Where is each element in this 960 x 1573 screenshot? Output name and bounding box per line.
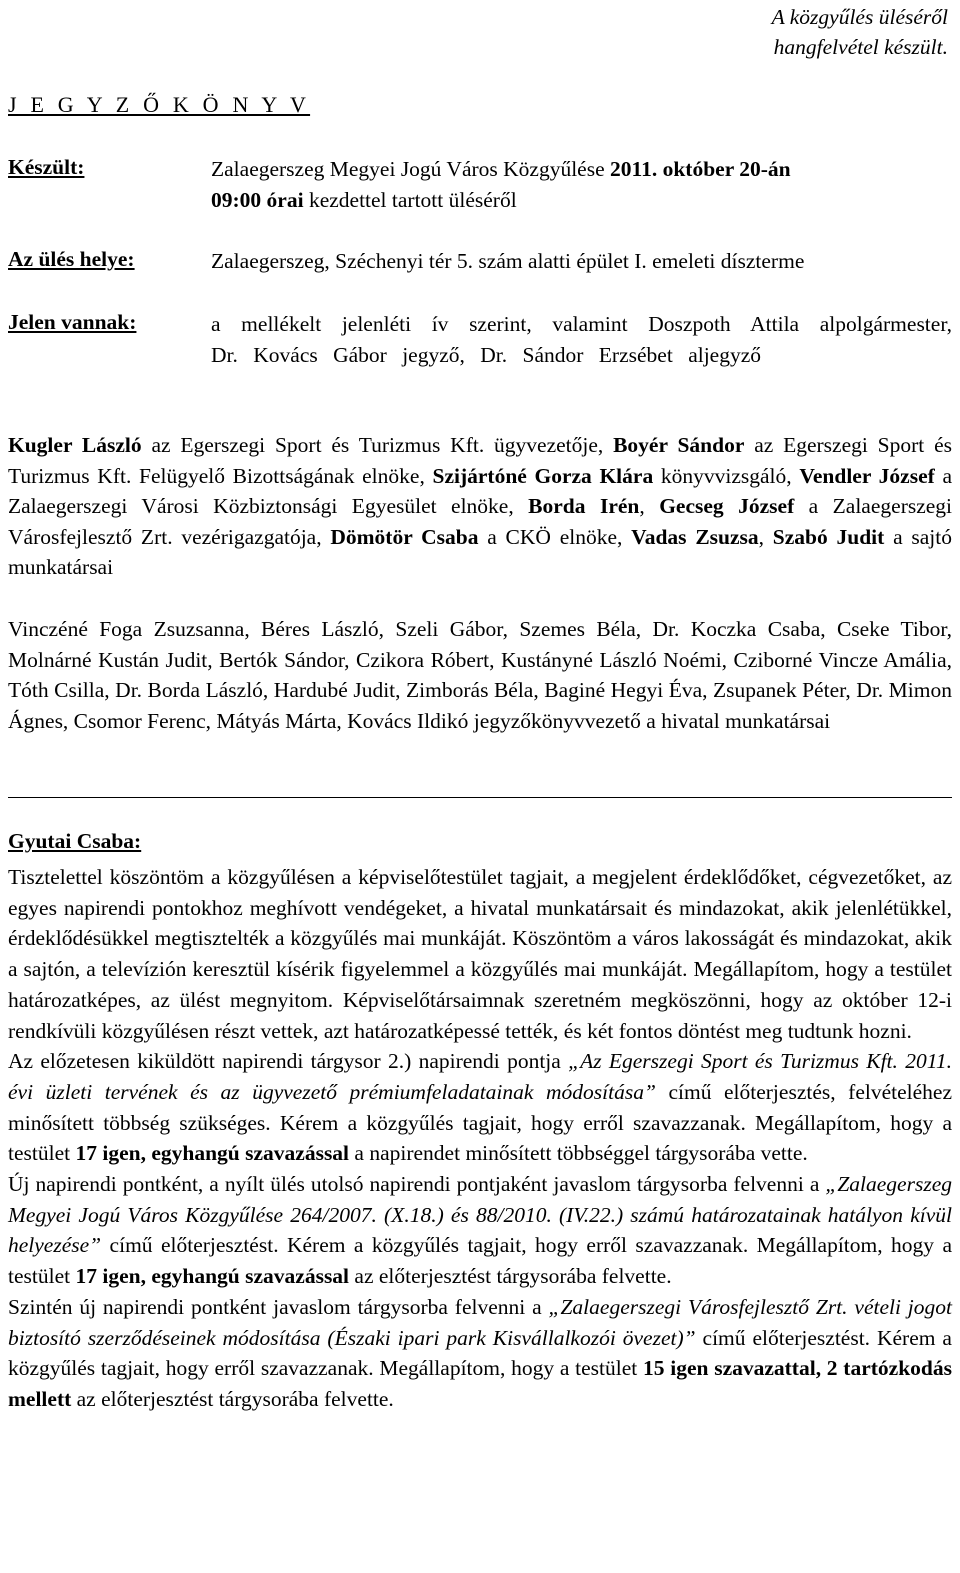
speaker-name: Gyutai Csaba: (8, 829, 142, 853)
recording-note (772, 2, 948, 62)
jelen-value: a mellékelt jelenléti ív szerint, valamint Doszpoth Attila alpolgármester, Dr. Kovács Gábor jegyző, Dr. Sándor Erzsébet aljegyző (211, 312, 952, 367)
speech-body (8, 862, 952, 1415)
document-title: J E G Y Z Ő K Ö N Y V (8, 92, 311, 117)
speech-paragraph-1: Tisztelettel köszöntöm a közgyűlésen a képviselőtestület tagjait, a megjelent érdeklődőket, cégvezetőket, az egyes napirendi pontokhoz meghívott vendégeket, a hivatal munkatársait és mindazokat, akik jelenlétükkel, érdeklődésükkel megtisztelték a közgyűlés mai munkáját. Köszöntöm a város lakosságát és mindazokat, akik a sajtón, a televízión keresztül kísérik figyelemmel a közgyűlés mai munkáját. Megállapítom, hogy a testület határozatképes, az ülést megnyitom. Képviselőtársaimnak szeretném megköszönni, hogy az október 12-i rendkívüli közgyűlésen részt vettek, azt határozatképessé tették, és két fontos döntést meg tudtunk hozni. (8, 865, 952, 1043)
divider-line (8, 797, 952, 798)
speech-paragraph-4: Szintén új napirendi pontként javaslom tárgysorba felvenni a „Zalaegerszegi Városfejlesztő Zrt. vételi jogot biztosító szerződéseinek módosítása (Északi ipari park Kisvállalkozói övezet)” című előterjesztést. Kérem a közgyűlés tagjait, hogy erről szavazzanak. Megállapítom, hogy a testület 15 igen szavazattal, 2 tartózkodás mellett az előterjesztést tárgysorába felvette. (8, 1294, 953, 1411)
recording-note-line-1: A közgyűlés üléséről (771, 5, 948, 29)
jelen-label: Jelen vannak: (8, 310, 137, 334)
helye-label: Az ülés helye: (8, 247, 135, 271)
keszult-value: Zalaegerszeg Megyei Jogú Város Közgyűlése 2011. október 20-án 09:00 órai kezdettel tartott üléséről (211, 157, 791, 212)
helye-value: Zalaegerszeg, Széchenyi tér 5. szám alatti épület I. emeleti díszterme (211, 249, 805, 273)
keszult-label: Készült: (8, 155, 85, 179)
guests-paragraph: Kugler László az Egerszegi Sport és Turizmus Kft. ügyvezetője, Boyér Sándor az Egerszegi Sport és Turizmus Kft. Felügyelő Bizottságának elnöke, Szijártóné Gorza Klára könyvvizsgáló, Vendler József a Zalaegerszegi Városi Közbiztonsági Egyesület elnöke, Borda Irén, Gecseg József a Zalaegerszegi Városfejlesztő Zrt. vezérigazgatója, Dömötör Csaba a CKÖ elnöke, Vadas Zsuzsa, Szabó Judit a sajtó munkatársai (8, 433, 953, 579)
staff-paragraph: Vinczéné Foga Zsuzsanna, Béres László, Szeli Gábor, Szemes Béla, Dr. Koczka Csaba, Cseke Tibor, Molnárné Kustán Judit, Bertók Sándor, Czikora Róbert, Kustányné László Noémi, Cziborné Vincze Amália, Tóth Csilla, Dr. Borda László, Hardubé Judit, Zimborás Béla, Baginé Hegyi Éva, Zsupanek Péter, Dr. Mimon Ágnes, Csomor Ferenc, Mátyás Márta, Kovács Ildikó jegyzőkönyvvezető a hivatal munkatársai (8, 617, 952, 733)
speech-paragraph-3: Új napirendi pontként, a nyílt ülés utolsó napirendi pontjaként javaslom tárgysorba felvenni a „Zalaegerszeg Megyei Jogú Város Közgyűlése 264/2007. (X.18.) és 88/2010. (IV.22.) számú határozatainak hatályon kívül helyezése” című előterjesztést. Kérem a közgyűlés tagjait, hogy erről szavazzanak. Megállapítom, hogy a testület 17 igen, egyhangú szavazással az előterjesztést tárgysorába felvette. (8, 1172, 952, 1289)
recording-note-line-2: hangfelvétel készült. (773, 35, 948, 59)
speech-paragraph-2: Az előzetesen kiküldött napirendi tárgysor 2.) napirendi pontja „Az Egerszegi Sport és Turizmus Kft. 2011. évi üzleti tervének és az ügyvezető prémiumfeladatainak módosítása” című előterjesztés, felvételéhez minősített többség szükséges. Kérem a közgyűlés tagjait, hogy erről szavazzanak. Megállapítom, hogy a testület 17 igen, egyhangú szavazással a napirendet minősített többséggel tárgysorába vette. (8, 1049, 953, 1166)
